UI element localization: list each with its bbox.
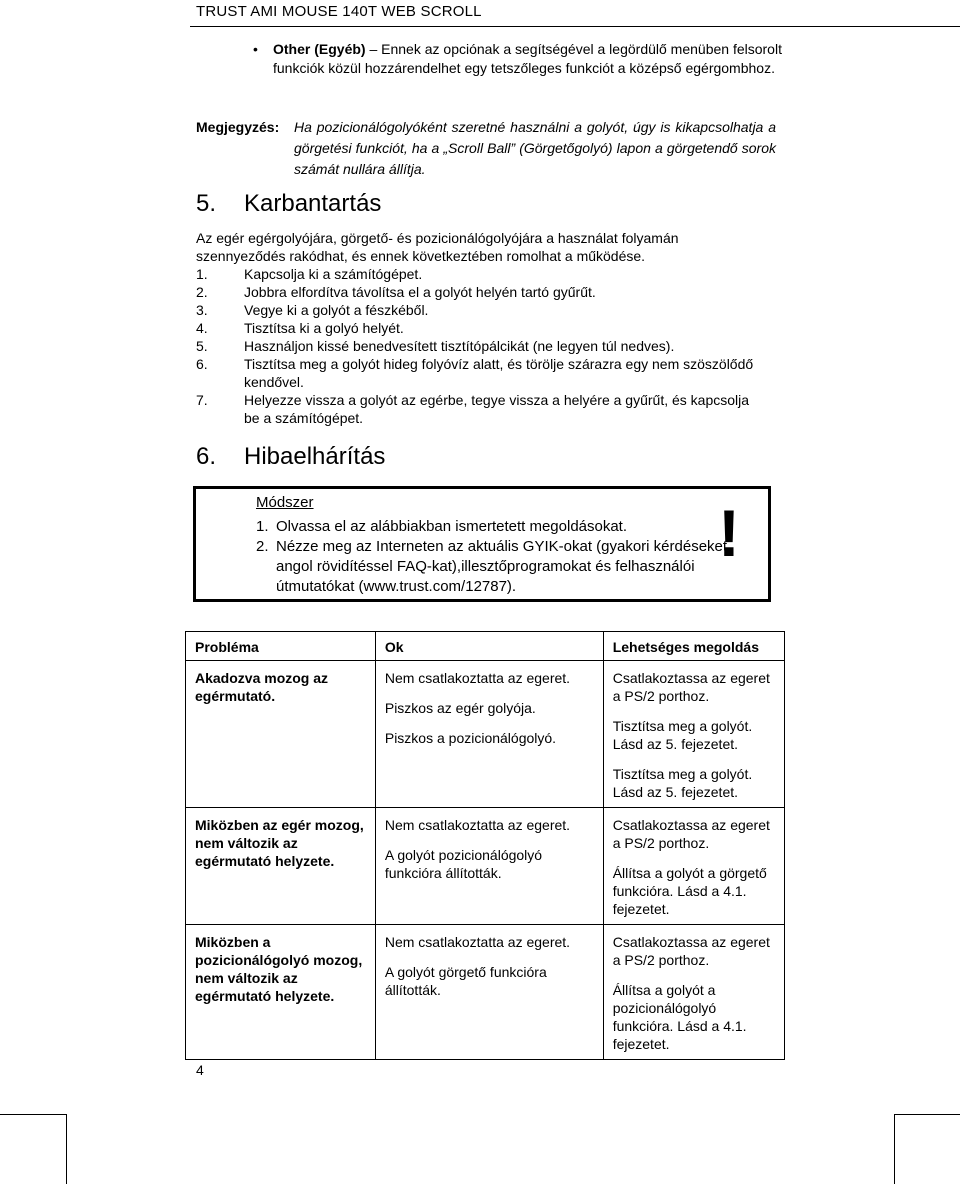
step-item	[196, 283, 756, 301]
cause-text: Nem csatlakoztatta az egeret.	[384, 817, 571, 833]
step-number: 1.	[196, 266, 208, 282]
running-header: TRUST AMI MOUSE 140T WEB SCROLL	[196, 3, 482, 20]
section-title: Karbantartás	[244, 190, 382, 217]
troubleshooting-table	[185, 631, 785, 1060]
step-text: Kapcsolja ki a számítógépet.	[244, 266, 423, 282]
solution-text: Csatlakoztassa az egeret a PS/2 porthoz.	[612, 817, 770, 851]
cause-text: A golyót pozicionálógolyó funkcióra állították.	[384, 847, 543, 881]
header-rule	[190, 26, 960, 27]
column-header-solution: Lehetséges megoldás	[603, 632, 784, 661]
method-item-text: Nézze meg az Interneten az aktuális GYIK-okat (gyakori kérdéseket, angol rövidítéssel FAQ-kat),illesztőprogramokat és felhasználói útmutatókat (www.trust.com/12787).	[276, 538, 732, 595]
maintenance-steps	[196, 265, 756, 427]
solution-text: Csatlakoztassa az egeret a PS/2 porthoz.	[612, 934, 770, 968]
step-item	[196, 337, 756, 355]
bullet-item-other	[253, 40, 783, 78]
problem-cell	[186, 661, 376, 808]
solution-cell	[603, 661, 784, 808]
section-heading-maintenance	[196, 190, 381, 218]
method-item-number: 2.	[256, 538, 269, 555]
bullet-text: – Ennek az opciónak a segítségével a legördülő menüben felsorolt funkciók közül hozzárendelhet egy tetszőleges funkciót a középső egérgombhoz.	[273, 41, 782, 76]
table-row	[186, 661, 785, 808]
method-list	[256, 517, 746, 597]
method-item-number: 1.	[256, 518, 269, 535]
step-text: Vegye ki a golyót a fészkéből.	[244, 302, 429, 318]
section-number: 5.	[196, 190, 217, 217]
table-row	[186, 808, 785, 925]
step-number: 2.	[196, 284, 208, 300]
crop-mark	[0, 1114, 66, 1115]
column-header-cause: Ok	[375, 632, 603, 661]
cause-text: A golyót görgető funkcióra állították.	[384, 964, 547, 998]
method-box	[193, 486, 771, 602]
bullet-symbol: •	[253, 41, 258, 57]
note-block	[196, 117, 776, 180]
table-row	[186, 925, 785, 1060]
step-item	[196, 301, 756, 319]
section-heading-troubleshooting	[196, 443, 385, 471]
solution-cell	[603, 925, 784, 1060]
step-item	[196, 319, 756, 337]
cause-cell	[375, 808, 603, 925]
note-text: Ha pozicionálógolyóként szeretné használni a golyót, úgy is kikapcsolhatja a görgetési funkciót, ha a „Scroll Ball” (Görgetőgolyó) lapon a görgetendő sorok számát nullára állítja.	[294, 119, 776, 177]
section-title: Hibaelhárítás	[244, 443, 386, 470]
step-text: Használjon kissé benedvesített tisztítópálcikát (ne legyen túl nedves).	[244, 338, 675, 354]
problem-cell	[186, 808, 376, 925]
maintenance-intro: Az egér egérgolyójára, görgető- és pozicionálógolyójára a használat folyamán szennyeződés rakódhat, és ennek következtében romolhat a működése.	[196, 230, 679, 264]
cause-cell	[375, 661, 603, 808]
cause-text: Piszkos a pozicionálógolyó.	[384, 730, 557, 746]
step-number: 7.	[196, 392, 208, 408]
step-item	[196, 355, 756, 391]
cause-text: Piszkos az egér golyója.	[384, 700, 536, 716]
cause-cell	[375, 925, 603, 1060]
problem-text: Miközben az egér mozog, nem változik az egérmutató helyzete.	[195, 817, 364, 869]
solution-text: Állítsa a golyót a görgető funkcióra. Lásd a 4.1. fejezetet.	[612, 865, 767, 917]
problem-text: Miközben a pozicionálógolyó mozog, nem változik az egérmutató helyzete.	[195, 934, 363, 1004]
note-label: Megjegyzés:	[196, 119, 280, 135]
solution-text: Állítsa a golyót a pozicionálógolyó funkcióra. Lásd a 4.1. fejezetet.	[612, 982, 747, 1052]
problem-text: Akadozva mozog az egérmutató.	[195, 670, 329, 704]
step-item	[196, 265, 756, 283]
cause-text: Nem csatlakoztatta az egeret.	[384, 934, 571, 950]
method-item	[256, 517, 746, 537]
method-item	[256, 537, 746, 597]
solution-text: Tisztítsa meg a golyót. Lásd az 5. fejezetet.	[612, 766, 753, 800]
table-header-row	[186, 632, 785, 661]
crop-mark	[894, 1114, 895, 1184]
method-title: Módszer	[256, 494, 314, 511]
step-number: 3.	[196, 302, 208, 318]
step-number: 4.	[196, 320, 208, 336]
step-number: 6.	[196, 356, 208, 372]
bullet-term: Other (Egyéb)	[273, 41, 366, 57]
solution-text: Tisztítsa meg a golyót. Lásd az 5. fejezetet.	[612, 718, 753, 752]
step-text: Tisztítsa ki a golyó helyét.	[244, 320, 404, 336]
step-number: 5.	[196, 338, 208, 354]
exclamation-icon: !	[718, 496, 740, 570]
cause-text: Nem csatlakoztatta az egeret.	[384, 670, 571, 686]
step-text: Helyezze vissza a golyót az egérbe, tegye vissza a helyére a gyűrűt, és kapcsolja be a számítógépet.	[244, 392, 750, 426]
solution-cell	[603, 808, 784, 925]
problem-cell	[186, 925, 376, 1060]
method-item-text: Olvassa el az alábbiakban ismertetett megoldásokat.	[276, 518, 628, 535]
solution-text: Csatlakoztassa az egeret a PS/2 porthoz.	[612, 670, 770, 704]
page-number: 4	[196, 1062, 204, 1078]
step-item	[196, 391, 756, 427]
crop-mark	[894, 1114, 960, 1115]
column-header-problem: Probléma	[186, 632, 376, 661]
step-text: Tisztítsa meg a golyót hideg folyóvíz alatt, és törölje szárazra egy nem szöszölődő kendővel.	[244, 356, 754, 390]
step-text: Jobbra elfordítva távolítsa el a golyót helyén tartó gyűrűt.	[244, 284, 596, 300]
crop-mark	[66, 1114, 67, 1184]
section-number: 6.	[196, 443, 217, 470]
